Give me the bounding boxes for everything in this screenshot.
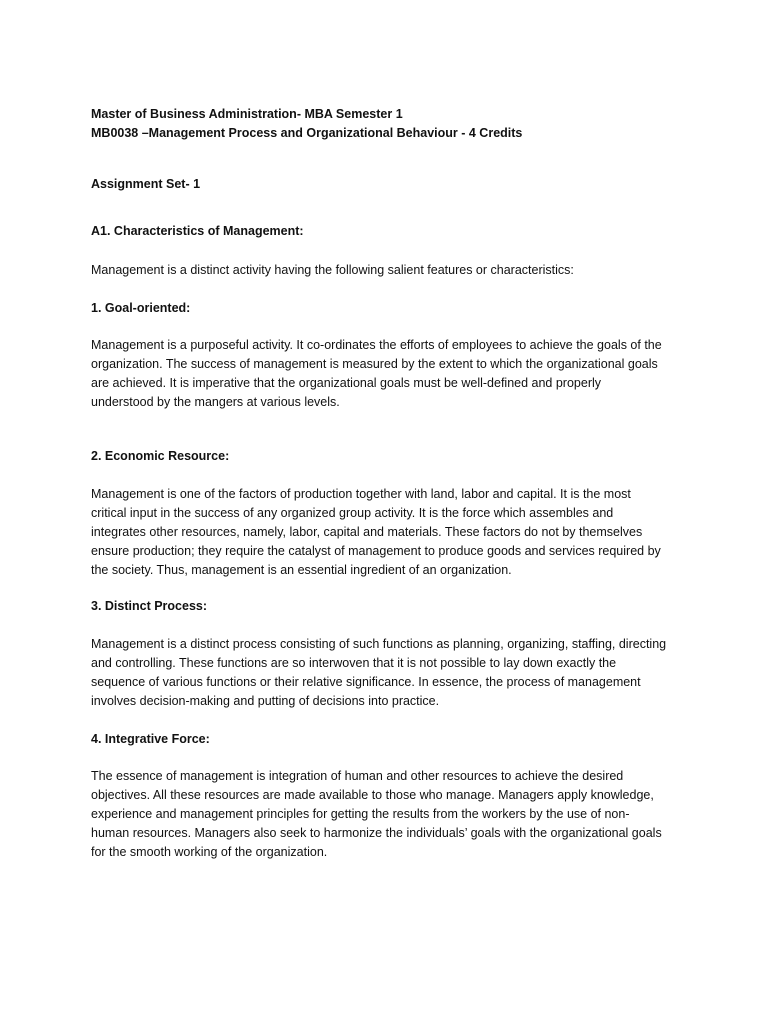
- point-1-body: Management is a purposeful activity. It co-ordinates the efforts of employees to achieve the goals of the organization. The success of management is measured by the extent to which the organizational goals are achieved. It is imperative that the organizational goals must be well-defined and properly understood by the mangers at various levels.: [91, 338, 662, 409]
- point-1-heading: 1. Goal-oriented:: [91, 301, 191, 315]
- point-3-body: Management is a distinct process consisting of such functions as planning, organizing, staffing, directing and controlling. These functions are so interwoven that it is not possible to lay down exactly the sequence of various functions or their relative significance. In essence, the process of management involves decision-making and putting of decisions into practice.: [91, 637, 667, 708]
- point-2-heading: 2. Economic Resource:: [91, 449, 230, 463]
- point-4-body: The essence of management is integration of human and other resources to achieve the desired objectives. All these resources are made available to those who manage. Managers apply knowledge, experience and management principles for getting the results from the workers by the use of non- human resources. Managers also seek to harmonize the individuals’ goals with the organizational goals for the smooth working of the organization.: [91, 769, 662, 859]
- point-3-heading: 3. Distinct Process:: [91, 599, 208, 613]
- point-2-body: Management is one of the factors of production together with land, labor and capital. It is the most critical input in the success of any organized group activity. It is the force which assembles and integrates other resources, namely, labor, capital and materials. These factors do not by themselves ensure production; they require the catalyst of management to produce goods and services required by the society. Thus, management is an essential ingredient of an organization.: [91, 487, 661, 577]
- header-program: Master of Business Administration- MBA Semester 1: [91, 107, 403, 121]
- header-course: MB0038 –Management Process and Organizational Behaviour - 4 Credits: [91, 126, 523, 140]
- section-title: A1. Characteristics of Management:: [91, 224, 304, 238]
- assignment-set-title: Assignment Set- 1: [91, 177, 201, 191]
- point-4-heading: 4. Integrative Force:: [91, 732, 210, 746]
- intro-paragraph: Management is a distinct activity having the following salient features or characteristics:: [91, 263, 574, 277]
